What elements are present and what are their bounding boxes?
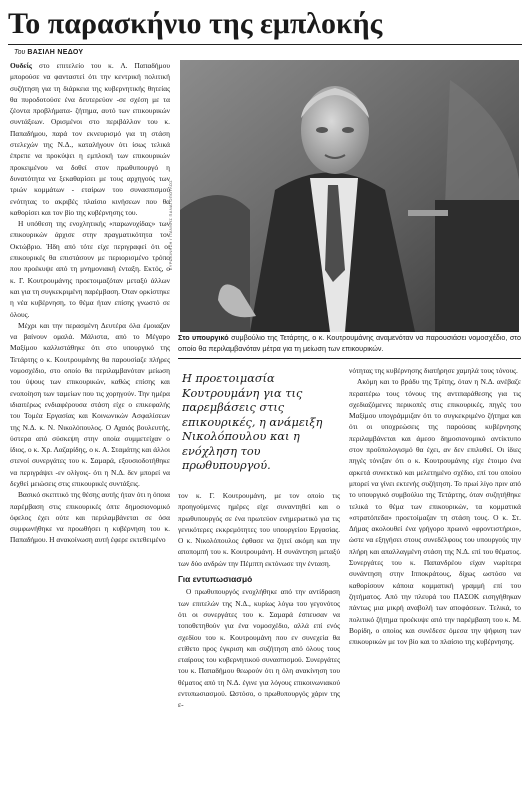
col2-paragraph-2: Ο πρωθυπουργός ενοχλήθηκε από την αντίδραση των επιτελών της Ν.Δ., κυρίως λόγω του γεγονότος ότι οι συνεργάτες του κ. Σαμαρά έσπευσαν να τοποθετηθούν για ένα νομοσχέδιο, αλλά επί ενός σχεδίου του κ. Κουτρουμάνη που εν συνεχεία θα ετίθετο προς έγκριση και συζήτηση από όλους τους εταίρους του κυβερνητικού συνασπισμού. Συνεργάτες του κ. Παπαδήμου θεωρούν ότι η όλη ανακίνηση του θέματος από τη Ν.Δ. έγινε για λόγους επικοινωνιακού εντυπωσιασμού. Ωστόσο, ο πρωθυπουργός χάριν της ε- (178, 587, 340, 710)
headline-rule (8, 44, 522, 45)
column-2 (178, 490, 340, 796)
column-1 (10, 60, 170, 796)
col1-paragraph-3: Μέχρι και την περασμένη Δευτέρα όλα έμοιαζαν να βαίνουν ομαλά. Μάλιστα, από το Μέγαρο Μαξίμου καλλιστάθηκε ότι στο υπουργικό της Τετάρτης ο κ. Κουτρουμάνης θα παρουσίαζε πλήρες νομοσχέδιο, στο οποίο θα περιλαμβανόταν μείωση του ύψους των επικουρικών, καθώς επίσης και ενοποίηση των ταμείων που τις χορηγούν. Την ημέρα ιδιαιτέρως ενδιαφέρουσα στάση είχε ο επικεφαλής του Τομέα Εργασίας και Κοινωνικών Ασφαλίσεων της Ν.Δ. κ. Ν. Νικολόπουλος. Ο Αχαιός βουλευτής, ύστερα από σύσκεψη στην οποία συμμετείχαν ο ίδιος, ο κ. Χρ. Λαζαρίδης, ο κ. Α. Σταμάτης και άλλοι στενοί συνεργάτες του κ. Σαμαρά, εξουσιοδοτήθηκε να περιγράψει -εν ολίγοις- ότι η Ν.Δ. δεν μπορεί να δεχθεί μειώσεις στις επικουρικές συντάξεις. (10, 320, 170, 488)
byline-prefix: Του (14, 49, 26, 56)
caption-bold: Στο υπουργικό (178, 333, 229, 342)
byline (14, 49, 83, 56)
col1-paragraph-2: Η υπόθεση της ενοχλητικής «παρωνυχίδας» των επικουρικών άρχισε στην πραγματικότητα τον Οκτώβριο. Ήδη από τότε είχε περιγραφεί ότι οι επικουρικές θα επιστάσουν με περιορισμένο τρόπο που προέκυψε από τη μνημονιακή ένταξη. Εκτός, ο κ. Γ. Κουτρουμάνης προετοιμαζόταν μεταξύ άλλων και για τη συγκεκριμένη παρέμβαση. Όταν ορκίστηκε η νέα κυβέρνηση, το θέμα ήταν επίσης γνωστό σε όλους. (10, 219, 170, 319)
article-photo (180, 60, 519, 332)
byline-author: ΒΑΣΙΛΗ ΝΕΔΟΥ (27, 49, 84, 56)
subhead: Για εντυπωσιασμό (178, 574, 253, 585)
column-3 (349, 365, 521, 796)
col3-paragraph-2: Ακόμη και το βράδυ της Τρίτης, όταν η Ν.Δ. ανέβαζε περαιτέρω τους τόνους της αντιπαράθεσης για τις σχεδιαζόμενες περικοπές στις επικουρικές, πηγές του Μαξίμου υπογράμμιζαν ότι το συγκεκριμένο ζήτημα και ότι οι υποχρεώσεις της παρούσας κυβέρνησης περιλαμβάνεται και άμεσο δημοσιονομικό αντίκτυπο στον προϋπολογισμό θα έχει, αν δεν επιλυθεί. Οι ίδιες πηγές τόνιζαν ότι ο κ. Κουτρουμάνης είχε έτοιμο ένα αρκετά συνεκτικό και μελετημένο σχέδιο, επί του οποίου μπορεί να γίνει εκτενής συζήτηση. Το πρωί λίγο πριν από το υπουργικό συμβούλιο της Τετάρτης, όταν συζητήθηκε τελικά το θέμα των επικουρικών, τα κομματικά «στρατόπεδα» προετοίμαζαν τη στάση τους. Ο κ. Στ. Δήμας ακολουθεί ένα γρήγορο πρωινό «φροντιστήριο», ώστε να εξηγήσει στους συνεδέλφους του υπουργούς την πλήρη και απαλλαγμένη στάση της Ν.Δ. επί του θέματος. Συνεργάτες του κ. Παπανδρέου είχαν νωρίτερα συνάντηση στην Ιπποκράτους, δίχως ωστόσο να καθορίσουν κάποια κομματική γραμμή επί του ζητήματος. Από την πλευρά του ΠΑΣΟΚ εισηγήθηκαν πάντως μια μικρή αναβολή των αποφάσεων. Τελικά, το πολιτικό ζήτημα προέκυψε από την παρέμβαση του κ. Μ. Βορίδη, ο οποίος και συνέδεσε όμεσα την ψήφιση των επικουρικών με τον βίο και το πλαίσιο της κυβέρνησης. (349, 377, 521, 647)
photo-caption (178, 333, 521, 354)
politician-speaking-image (180, 60, 519, 332)
pull-quote: Η προετοιμασία Κουτρουμάνη για τις παρεμβάσεις στις επικουρικές, η ανάμειξη Νικολόπουλου και η ενόχληση του πρωθυπουργού. (182, 372, 323, 472)
caption-text: συμβούλιο της Τετάρτης, ο κ. Κουτρουμάνης αναμενόταν να παρουσιάσει νομοσχέδιο, στο οποίο θα περιλαμβανόταν μέτρα για τη μείωση των επικουρικών. (178, 333, 521, 353)
headline: Το παρασκήνιο της εμπλοκής (8, 7, 383, 40)
lead-word: Ουδείς (10, 61, 32, 70)
photo-credit: ΕΥΡΩΚΙΝΗΣΗ / ΓΙΑΝΝΗΣ ΠΑΝΑΓΟΠΟΥΛΟΣ (168, 180, 173, 271)
col1-paragraph-1: Ουδείς στο επιτελείο του κ. Λ. Παπαδήμου μπορούσε να φανταστεί ότι την κεντρική πολιτική συζήτηση για τη διάρκεια της κυβερνητικής θητείας θα πυροδοτούσε ένα δευτερεύον -σε σχέση με τα ζέοντα προβλήματα- ζήτημα, αυτό των επικουρικών συντάξεων. Ορισμένοι στο περιβάλλον του κ. Παπαδήμου, παρά τον εκνευρισμό για τη στάση στελεχών της Ν.Δ., καταλήγουν ότι ίσως τελικά έπρεπε να προκύψει η εμπλοκή των επικουρικών προκειμένου να δοθεί στον πρωθυπουργό η δυνατότητα να ξεκαθαρίσει με τους αρχηγούς των τριών κομμάτων - εταίρων του συνασπισμού ενότητας το ακριβές πλαίσιο κινήσεων που θα καθορίσει και τον βίο της κυβέρνησης του. (10, 61, 170, 217)
col1-paragraph-4: Βασικό σκεπτικό της θέσης αυτής ήταν ότι η όποια παρέμβαση στις επικουρικές όπτε δημοσιονομικό όφελος έχει ούτε και περιλαμβάνεται σε όσα συμφωνήθηκε να προωθήσει η κυβέρνηση του κ. Παπαδήμου. Η ανακοίνωση αυτή έφερε εκτεθειμένο (10, 490, 170, 545)
caption-rule (178, 358, 521, 359)
col2-paragraph-1: τον κ. Γ. Κουτρουμάνη, με τον οποίο τις προηγούμενες ημέρες είχε συναντηθεί και ο πρωθυπουργός σε ένα πρωτεύον ενημερωτικό για τις γενικότερες εκκρεμότητες του υπουργείου Εργασίας. Ο κ. Νικολόπουλος έφθασε να ζητεί ακόμη και την αποπομπή του κ. Κουτρουμάνη. Η συνάντηση μεταξύ των δύο ανδρών την Πέμπτη εκτόνωσε την ένταση. (178, 491, 340, 568)
col3-paragraph-1: νότητας της κυβέρνησης διατήρησε χαμηλά τους τόνους. (349, 366, 518, 375)
